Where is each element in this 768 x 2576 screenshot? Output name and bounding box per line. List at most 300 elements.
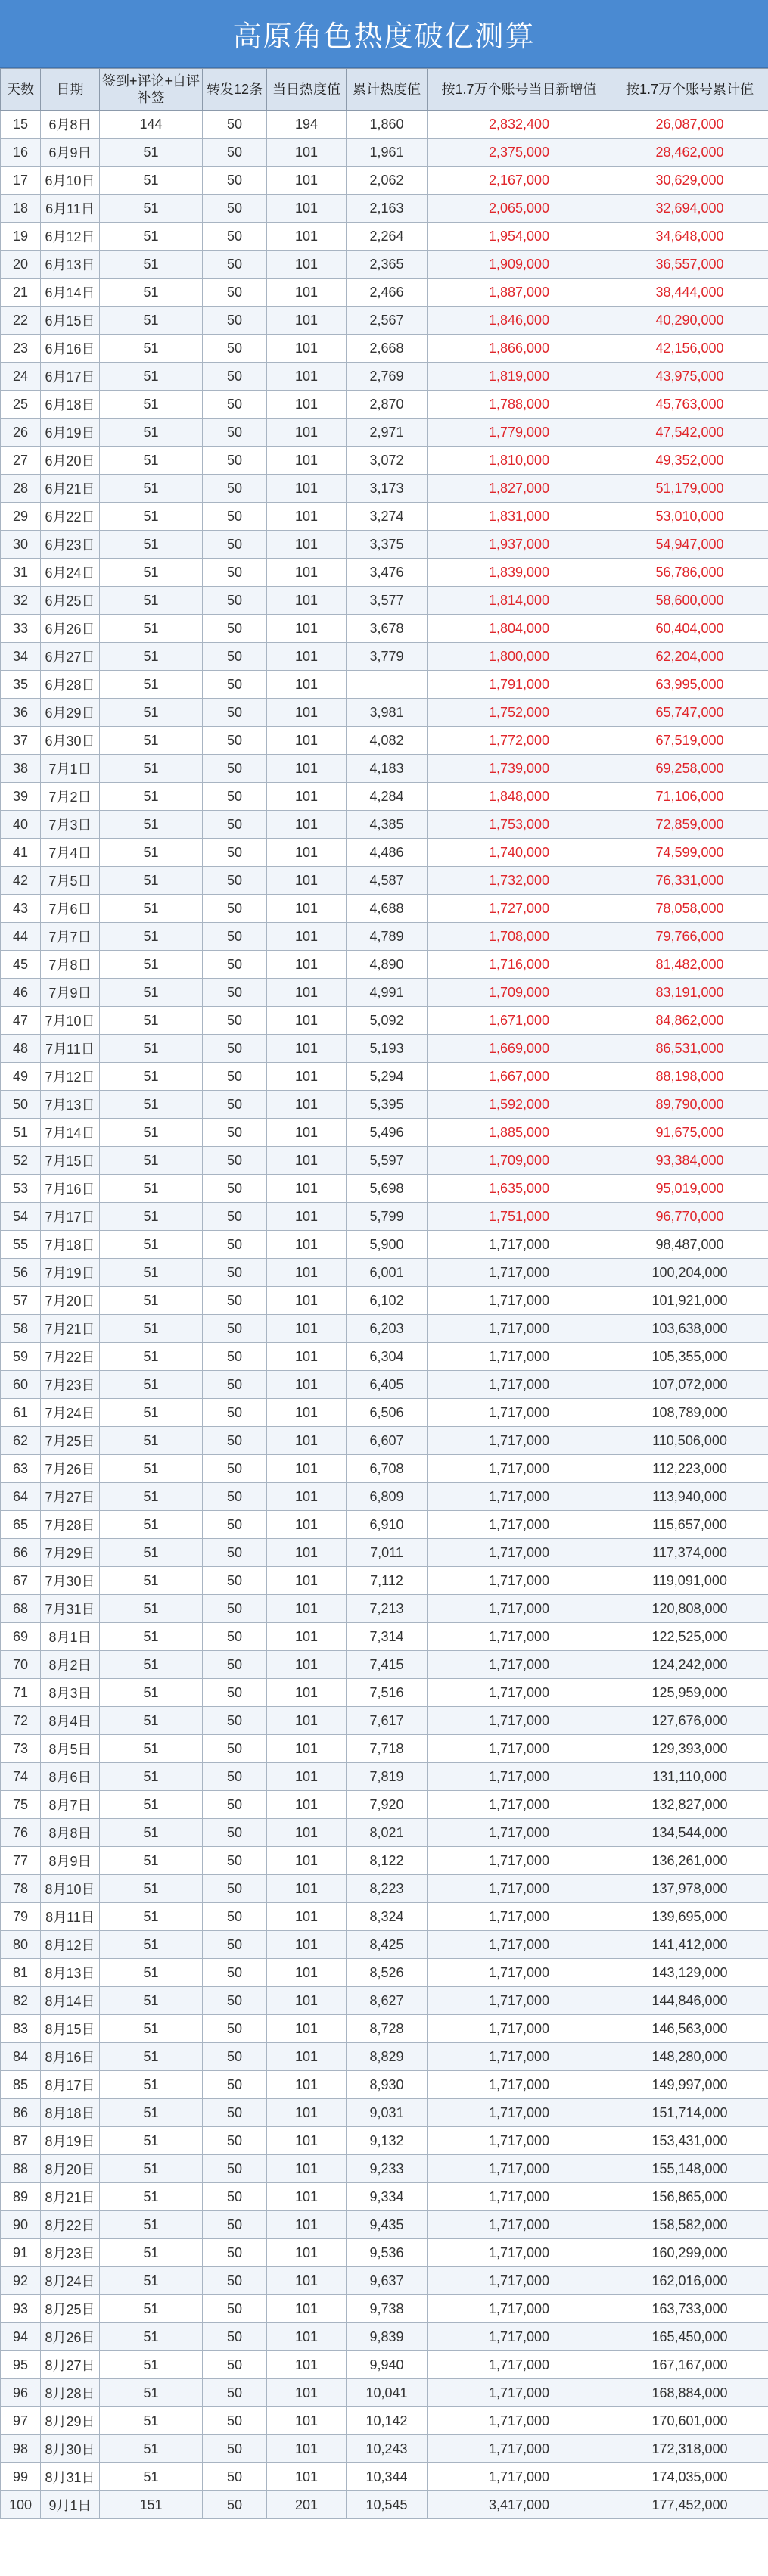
daily-new-cell: 1,669,000 bbox=[428, 1035, 611, 1063]
repost-cell: 50 bbox=[203, 2015, 267, 2043]
total-accounts-cell: 167,167,000 bbox=[611, 2351, 768, 2379]
date-cell: 6月21日 bbox=[41, 475, 100, 503]
total-heat-cell: 6,506 bbox=[347, 1399, 428, 1427]
total-heat-cell: 9,536 bbox=[347, 2239, 428, 2267]
repost-cell: 50 bbox=[203, 1315, 267, 1343]
day-cell: 87 bbox=[1, 2127, 41, 2155]
repost-cell: 50 bbox=[203, 1175, 267, 1203]
daily-heat-cell: 101 bbox=[267, 1539, 347, 1567]
date-cell: 7月23日 bbox=[41, 1371, 100, 1399]
repost-cell: 50 bbox=[203, 2295, 267, 2323]
checkin-cell: 51 bbox=[100, 2267, 203, 2295]
table-row bbox=[1, 1035, 768, 1063]
checkin-cell: 51 bbox=[100, 1511, 203, 1539]
total-accounts-cell: 30,629,000 bbox=[611, 167, 768, 195]
checkin-cell: 51 bbox=[100, 2155, 203, 2183]
daily-heat-cell: 194 bbox=[267, 111, 347, 139]
checkin-cell: 51 bbox=[100, 671, 203, 699]
day-cell: 70 bbox=[1, 1651, 41, 1679]
daily-heat-cell: 101 bbox=[267, 643, 347, 671]
day-cell: 46 bbox=[1, 979, 41, 1007]
repost-cell: 50 bbox=[203, 1203, 267, 1231]
table-row bbox=[1, 391, 768, 419]
daily-new-cell: 1,717,000 bbox=[428, 2435, 611, 2463]
daily-heat-cell: 101 bbox=[267, 1399, 347, 1427]
date-cell: 7月25日 bbox=[41, 1427, 100, 1455]
total-accounts-cell: 81,482,000 bbox=[611, 951, 768, 979]
total-accounts-cell: 78,058,000 bbox=[611, 895, 768, 923]
repost-cell: 50 bbox=[203, 1119, 267, 1147]
checkin-cell: 51 bbox=[100, 1231, 203, 1259]
daily-new-cell: 1,827,000 bbox=[428, 475, 611, 503]
date-cell: 6月20日 bbox=[41, 447, 100, 475]
checkin-cell: 51 bbox=[100, 1175, 203, 1203]
total-heat-cell: 7,011 bbox=[347, 1539, 428, 1567]
table-row bbox=[1, 1931, 768, 1959]
day-cell: 90 bbox=[1, 2211, 41, 2239]
daily-new-cell: 1,717,000 bbox=[428, 1539, 611, 1567]
total-accounts-cell: 32,694,000 bbox=[611, 195, 768, 223]
table-row bbox=[1, 1287, 768, 1315]
total-heat-cell: 4,385 bbox=[347, 811, 428, 839]
day-cell: 75 bbox=[1, 1791, 41, 1819]
date-cell: 8月13日 bbox=[41, 1959, 100, 1987]
date-cell: 8月5日 bbox=[41, 1735, 100, 1763]
checkin-cell: 51 bbox=[100, 1903, 203, 1931]
repost-cell: 50 bbox=[203, 2155, 267, 2183]
total-accounts-cell: 26,087,000 bbox=[611, 111, 768, 139]
date-cell: 8月19日 bbox=[41, 2127, 100, 2155]
table-row bbox=[1, 1595, 768, 1623]
repost-cell: 50 bbox=[203, 699, 267, 727]
daily-new-cell: 1,772,000 bbox=[428, 727, 611, 755]
daily-new-cell: 2,375,000 bbox=[428, 139, 611, 167]
daily-heat-cell: 101 bbox=[267, 2351, 347, 2379]
day-cell: 76 bbox=[1, 1819, 41, 1847]
checkin-cell: 51 bbox=[100, 1455, 203, 1483]
total-accounts-cell: 54,947,000 bbox=[611, 531, 768, 559]
total-accounts-cell: 72,859,000 bbox=[611, 811, 768, 839]
total-heat-cell: 1,860 bbox=[347, 111, 428, 139]
day-cell: 45 bbox=[1, 951, 41, 979]
day-cell: 28 bbox=[1, 475, 41, 503]
repost-cell: 50 bbox=[203, 2351, 267, 2379]
total-heat-cell: 10,344 bbox=[347, 2463, 428, 2491]
daily-heat-cell: 101 bbox=[267, 1735, 347, 1763]
total-heat-cell: 5,092 bbox=[347, 1007, 428, 1035]
total-heat-cell: 9,334 bbox=[347, 2183, 428, 2211]
daily-new-cell: 1,717,000 bbox=[428, 1231, 611, 1259]
day-cell: 89 bbox=[1, 2183, 41, 2211]
table-row bbox=[1, 699, 768, 727]
repost-cell: 50 bbox=[203, 1735, 267, 1763]
checkin-cell: 51 bbox=[100, 2183, 203, 2211]
date-cell: 7月5日 bbox=[41, 867, 100, 895]
daily-new-cell: 1,839,000 bbox=[428, 559, 611, 587]
repost-cell: 50 bbox=[203, 111, 267, 139]
total-accounts-cell: 76,331,000 bbox=[611, 867, 768, 895]
total-heat-cell: 8,425 bbox=[347, 1931, 428, 1959]
repost-cell: 50 bbox=[203, 643, 267, 671]
daily-new-cell: 1,866,000 bbox=[428, 335, 611, 363]
repost-cell: 50 bbox=[203, 1567, 267, 1595]
daily-new-cell: 1,667,000 bbox=[428, 1063, 611, 1091]
day-cell: 64 bbox=[1, 1483, 41, 1511]
date-cell: 6月8日 bbox=[41, 111, 100, 139]
daily-heat-cell: 101 bbox=[267, 1147, 347, 1175]
daily-heat-cell: 101 bbox=[267, 1175, 347, 1203]
date-cell: 8月24日 bbox=[41, 2267, 100, 2295]
date-cell: 6月18日 bbox=[41, 391, 100, 419]
repost-cell: 50 bbox=[203, 1147, 267, 1175]
total-accounts-cell: 124,242,000 bbox=[611, 1651, 768, 1679]
date-cell: 7月22日 bbox=[41, 1343, 100, 1371]
day-cell: 73 bbox=[1, 1735, 41, 1763]
day-cell: 72 bbox=[1, 1707, 41, 1735]
total-heat-cell: 7,819 bbox=[347, 1763, 428, 1791]
checkin-cell: 51 bbox=[100, 1427, 203, 1455]
date-cell: 6月28日 bbox=[41, 671, 100, 699]
total-heat-cell: 2,264 bbox=[347, 223, 428, 251]
total-heat-cell: 10,142 bbox=[347, 2407, 428, 2435]
table-row bbox=[1, 1763, 768, 1791]
repost-cell: 50 bbox=[203, 475, 267, 503]
total-accounts-cell: 132,827,000 bbox=[611, 1791, 768, 1819]
total-heat-cell: 8,930 bbox=[347, 2071, 428, 2099]
table-row bbox=[1, 951, 768, 979]
daily-heat-cell: 101 bbox=[267, 811, 347, 839]
date-cell: 8月29日 bbox=[41, 2407, 100, 2435]
total-accounts-cell: 74,599,000 bbox=[611, 839, 768, 867]
total-accounts-cell: 95,019,000 bbox=[611, 1175, 768, 1203]
total-accounts-cell: 146,563,000 bbox=[611, 2015, 768, 2043]
checkin-cell: 51 bbox=[100, 1679, 203, 1707]
repost-cell: 50 bbox=[203, 1399, 267, 1427]
total-accounts-cell: 67,519,000 bbox=[611, 727, 768, 755]
total-accounts-cell: 40,290,000 bbox=[611, 307, 768, 335]
day-cell: 63 bbox=[1, 1455, 41, 1483]
table-row bbox=[1, 503, 768, 531]
day-cell: 79 bbox=[1, 1903, 41, 1931]
daily-new-cell: 1,779,000 bbox=[428, 419, 611, 447]
day-cell: 20 bbox=[1, 251, 41, 279]
table-row bbox=[1, 1427, 768, 1455]
day-cell: 26 bbox=[1, 419, 41, 447]
table-row bbox=[1, 279, 768, 307]
daily-heat-cell: 101 bbox=[267, 2183, 347, 2211]
checkin-cell: 51 bbox=[100, 2407, 203, 2435]
daily-new-cell: 1,717,000 bbox=[428, 2323, 611, 2351]
day-cell: 29 bbox=[1, 503, 41, 531]
total-accounts-cell: 51,179,000 bbox=[611, 475, 768, 503]
daily-heat-cell: 101 bbox=[267, 1567, 347, 1595]
daily-heat-cell: 101 bbox=[267, 615, 347, 643]
total-accounts-cell: 139,695,000 bbox=[611, 1903, 768, 1931]
repost-cell: 50 bbox=[203, 447, 267, 475]
total-heat-cell: 5,294 bbox=[347, 1063, 428, 1091]
repost-cell: 50 bbox=[203, 391, 267, 419]
total-heat-cell: 8,728 bbox=[347, 2015, 428, 2043]
daily-new-cell: 1,791,000 bbox=[428, 671, 611, 699]
date-cell: 6月30日 bbox=[41, 727, 100, 755]
table-row bbox=[1, 811, 768, 839]
checkin-cell: 51 bbox=[100, 895, 203, 923]
table-row bbox=[1, 1735, 768, 1763]
total-accounts-cell: 62,204,000 bbox=[611, 643, 768, 671]
repost-cell: 50 bbox=[203, 2211, 267, 2239]
date-cell: 8月28日 bbox=[41, 2379, 100, 2407]
daily-heat-cell: 101 bbox=[267, 2323, 347, 2351]
repost-cell: 50 bbox=[203, 1371, 267, 1399]
daily-heat-cell: 101 bbox=[267, 1259, 347, 1287]
checkin-cell: 51 bbox=[100, 419, 203, 447]
date-cell: 8月8日 bbox=[41, 1819, 100, 1847]
total-accounts-cell: 53,010,000 bbox=[611, 503, 768, 531]
daily-heat-cell: 101 bbox=[267, 2211, 347, 2239]
total-heat-cell: 7,314 bbox=[347, 1623, 428, 1651]
day-cell: 96 bbox=[1, 2379, 41, 2407]
total-accounts-cell: 165,450,000 bbox=[611, 2323, 768, 2351]
daily-heat-cell: 101 bbox=[267, 223, 347, 251]
daily-new-cell: 3,417,000 bbox=[428, 2491, 611, 2519]
total-accounts-cell: 110,506,000 bbox=[611, 1427, 768, 1455]
total-accounts-cell: 69,258,000 bbox=[611, 755, 768, 783]
total-accounts-cell: 60,404,000 bbox=[611, 615, 768, 643]
total-accounts-cell: 131,110,000 bbox=[611, 1763, 768, 1791]
checkin-cell: 51 bbox=[100, 1931, 203, 1959]
date-cell: 8月18日 bbox=[41, 2099, 100, 2127]
daily-heat-cell: 101 bbox=[267, 2127, 347, 2155]
total-heat-cell: 6,001 bbox=[347, 1259, 428, 1287]
daily-new-cell: 1,717,000 bbox=[428, 2071, 611, 2099]
table-row bbox=[1, 111, 768, 139]
table-row bbox=[1, 2183, 768, 2211]
day-cell: 48 bbox=[1, 1035, 41, 1063]
repost-cell: 50 bbox=[203, 279, 267, 307]
repost-cell: 50 bbox=[203, 1231, 267, 1259]
day-cell: 31 bbox=[1, 559, 41, 587]
checkin-cell: 51 bbox=[100, 2463, 203, 2491]
daily-new-cell: 1,717,000 bbox=[428, 1707, 611, 1735]
total-accounts-cell: 117,374,000 bbox=[611, 1539, 768, 1567]
table-row bbox=[1, 1679, 768, 1707]
total-heat-cell: 3,981 bbox=[347, 699, 428, 727]
total-heat-cell: 7,920 bbox=[347, 1791, 428, 1819]
repost-cell: 50 bbox=[203, 223, 267, 251]
date-cell: 8月27日 bbox=[41, 2351, 100, 2379]
daily-heat-cell: 101 bbox=[267, 335, 347, 363]
day-cell: 40 bbox=[1, 811, 41, 839]
daily-new-cell: 1,717,000 bbox=[428, 1875, 611, 1903]
repost-cell: 50 bbox=[203, 587, 267, 615]
daily-new-cell: 1,954,000 bbox=[428, 223, 611, 251]
repost-cell: 50 bbox=[203, 559, 267, 587]
daily-heat-cell: 101 bbox=[267, 979, 347, 1007]
date-cell: 6月22日 bbox=[41, 503, 100, 531]
daily-new-cell: 1,788,000 bbox=[428, 391, 611, 419]
daily-heat-cell: 101 bbox=[267, 1763, 347, 1791]
repost-cell: 50 bbox=[203, 2379, 267, 2407]
daily-heat-cell: 101 bbox=[267, 139, 347, 167]
daily-new-cell: 1,727,000 bbox=[428, 895, 611, 923]
checkin-cell: 51 bbox=[100, 1819, 203, 1847]
checkin-cell: 51 bbox=[100, 223, 203, 251]
checkin-cell: 51 bbox=[100, 2351, 203, 2379]
day-cell: 80 bbox=[1, 1931, 41, 1959]
day-cell: 25 bbox=[1, 391, 41, 419]
date-cell: 7月3日 bbox=[41, 811, 100, 839]
daily-new-cell: 1,753,000 bbox=[428, 811, 611, 839]
daily-heat-cell: 101 bbox=[267, 1427, 347, 1455]
daily-new-cell: 2,167,000 bbox=[428, 167, 611, 195]
total-heat-cell: 8,122 bbox=[347, 1847, 428, 1875]
table-row bbox=[1, 531, 768, 559]
checkin-cell: 51 bbox=[100, 2015, 203, 2043]
daily-heat-cell: 101 bbox=[267, 895, 347, 923]
daily-heat-cell: 101 bbox=[267, 1623, 347, 1651]
checkin-cell: 51 bbox=[100, 979, 203, 1007]
repost-cell: 50 bbox=[203, 335, 267, 363]
day-cell: 15 bbox=[1, 111, 41, 139]
day-cell: 17 bbox=[1, 167, 41, 195]
daily-new-cell: 1,831,000 bbox=[428, 503, 611, 531]
daily-new-cell: 1,717,000 bbox=[428, 1399, 611, 1427]
repost-cell: 50 bbox=[203, 923, 267, 951]
day-cell: 62 bbox=[1, 1427, 41, 1455]
total-heat-cell: 9,738 bbox=[347, 2295, 428, 2323]
total-accounts-cell: 129,393,000 bbox=[611, 1735, 768, 1763]
date-cell: 8月16日 bbox=[41, 2043, 100, 2071]
checkin-cell: 51 bbox=[100, 531, 203, 559]
repost-cell: 50 bbox=[203, 2267, 267, 2295]
daily-heat-cell: 101 bbox=[267, 503, 347, 531]
total-heat-cell: 6,708 bbox=[347, 1455, 428, 1483]
day-cell: 43 bbox=[1, 895, 41, 923]
day-cell: 41 bbox=[1, 839, 41, 867]
daily-heat-cell: 101 bbox=[267, 1511, 347, 1539]
date-cell: 6月9日 bbox=[41, 139, 100, 167]
daily-heat-cell: 101 bbox=[267, 587, 347, 615]
date-cell: 8月1日 bbox=[41, 1623, 100, 1651]
day-cell: 77 bbox=[1, 1847, 41, 1875]
daily-new-cell: 2,065,000 bbox=[428, 195, 611, 223]
repost-cell: 50 bbox=[203, 1287, 267, 1315]
table-row bbox=[1, 2323, 768, 2351]
table-row bbox=[1, 2435, 768, 2463]
day-cell: 36 bbox=[1, 699, 41, 727]
daily-heat-cell: 101 bbox=[267, 363, 347, 391]
table-row bbox=[1, 587, 768, 615]
date-cell: 8月26日 bbox=[41, 2323, 100, 2351]
daily-heat-cell: 101 bbox=[267, 2043, 347, 2071]
table-row bbox=[1, 1371, 768, 1399]
checkin-cell: 51 bbox=[100, 2043, 203, 2071]
daily-heat-cell: 101 bbox=[267, 1343, 347, 1371]
checkin-cell: 51 bbox=[100, 1707, 203, 1735]
table-row bbox=[1, 1651, 768, 1679]
total-accounts-cell: 91,675,000 bbox=[611, 1119, 768, 1147]
daily-new-cell: 1,709,000 bbox=[428, 1147, 611, 1175]
table-row bbox=[1, 1007, 768, 1035]
checkin-cell: 51 bbox=[100, 1567, 203, 1595]
repost-cell: 50 bbox=[203, 2491, 267, 2519]
total-accounts-cell: 115,657,000 bbox=[611, 1511, 768, 1539]
checkin-cell: 51 bbox=[100, 2239, 203, 2267]
daily-heat-cell: 101 bbox=[267, 2407, 347, 2435]
repost-cell: 50 bbox=[203, 727, 267, 755]
date-cell: 7月4日 bbox=[41, 839, 100, 867]
repost-cell: 50 bbox=[203, 1035, 267, 1063]
table-row bbox=[1, 1511, 768, 1539]
daily-heat-cell: 101 bbox=[267, 1595, 347, 1623]
checkin-cell: 51 bbox=[100, 2127, 203, 2155]
daily-new-cell: 1,717,000 bbox=[428, 1931, 611, 1959]
daily-heat-cell: 101 bbox=[267, 1875, 347, 1903]
checkin-cell: 51 bbox=[100, 1371, 203, 1399]
table-row bbox=[1, 195, 768, 223]
repost-cell: 50 bbox=[203, 2099, 267, 2127]
total-heat-cell: 8,627 bbox=[347, 1987, 428, 2015]
checkin-cell: 51 bbox=[100, 783, 203, 811]
header-daily-new: 按1.7万个账号当日新增值 bbox=[428, 69, 611, 111]
date-cell: 7月17日 bbox=[41, 1203, 100, 1231]
checkin-cell: 51 bbox=[100, 1623, 203, 1651]
table-row bbox=[1, 559, 768, 587]
table-row bbox=[1, 1455, 768, 1483]
header-row bbox=[1, 69, 768, 111]
checkin-cell: 51 bbox=[100, 559, 203, 587]
daily-heat-cell: 101 bbox=[267, 1959, 347, 1987]
table-row bbox=[1, 251, 768, 279]
date-cell: 7月31日 bbox=[41, 1595, 100, 1623]
total-accounts-cell: 34,648,000 bbox=[611, 223, 768, 251]
total-heat-cell: 5,799 bbox=[347, 1203, 428, 1231]
daily-new-cell: 1,717,000 bbox=[428, 1455, 611, 1483]
daily-heat-cell: 101 bbox=[267, 783, 347, 811]
repost-cell: 50 bbox=[203, 615, 267, 643]
checkin-cell: 51 bbox=[100, 1091, 203, 1119]
date-cell: 8月17日 bbox=[41, 2071, 100, 2099]
checkin-cell: 51 bbox=[100, 307, 203, 335]
header-checkin: 签到+评论+自评补签 bbox=[100, 69, 203, 111]
daily-new-cell: 1,909,000 bbox=[428, 251, 611, 279]
table-row bbox=[1, 1259, 768, 1287]
total-heat-cell: 3,072 bbox=[347, 447, 428, 475]
daily-heat-cell: 101 bbox=[267, 867, 347, 895]
daily-new-cell: 1,752,000 bbox=[428, 699, 611, 727]
checkin-cell: 51 bbox=[100, 1651, 203, 1679]
repost-cell: 50 bbox=[203, 1903, 267, 1931]
checkin-cell: 51 bbox=[100, 1847, 203, 1875]
daily-new-cell: 1,810,000 bbox=[428, 447, 611, 475]
repost-cell: 50 bbox=[203, 867, 267, 895]
checkin-cell: 51 bbox=[100, 755, 203, 783]
day-cell: 16 bbox=[1, 139, 41, 167]
date-cell: 8月3日 bbox=[41, 1679, 100, 1707]
daily-new-cell: 1,717,000 bbox=[428, 2379, 611, 2407]
table-row bbox=[1, 1399, 768, 1427]
date-cell: 7月29日 bbox=[41, 1539, 100, 1567]
total-accounts-cell: 96,770,000 bbox=[611, 1203, 768, 1231]
day-cell: 71 bbox=[1, 1679, 41, 1707]
total-accounts-cell: 174,035,000 bbox=[611, 2463, 768, 2491]
total-heat-cell: 2,668 bbox=[347, 335, 428, 363]
checkin-cell: 51 bbox=[100, 195, 203, 223]
daily-heat-cell: 101 bbox=[267, 671, 347, 699]
daily-heat-cell: 101 bbox=[267, 1903, 347, 1931]
repost-cell: 50 bbox=[203, 1455, 267, 1483]
daily-heat-cell: 101 bbox=[267, 531, 347, 559]
